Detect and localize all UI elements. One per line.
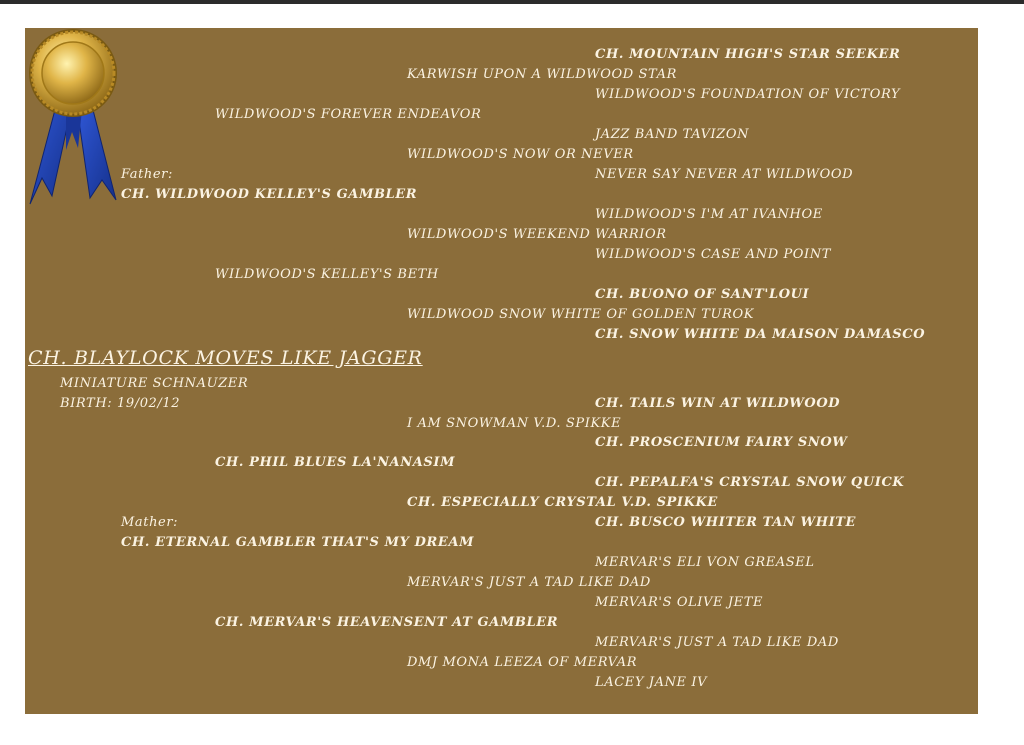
gg-sire-8: MERVAR'S JUST A TAD LIKE DAD (595, 635, 839, 650)
gg-dam-8: LACEY JANE IV (595, 675, 708, 690)
gg-dam-2: NEVER SAY NEVER AT WILDWOOD (595, 167, 854, 182)
gg-sire-2: JAZZ BAND TAVIZON (595, 127, 750, 142)
gg-dam-1: WILDWOOD'S FOUNDATION OF VICTORY (595, 87, 901, 102)
gg-sire-6: CH. PEPALFA'S CRYSTAL SNOW QUICK (595, 475, 905, 490)
father-name: CH. WILDWOOD KELLEY'S GAMBLER (121, 187, 418, 202)
father-label: Father: (121, 167, 173, 182)
grandsire-paternal: WILDWOOD'S FOREVER ENDEAVOR (215, 107, 482, 122)
top-border (0, 0, 1024, 4)
award-ribbon-icon (26, 28, 120, 206)
gg-sire-7: MERVAR'S ELI VON GREASEL (595, 555, 815, 570)
gg-dam-6: CH. BUSCO WHITER TAN WHITE (595, 515, 857, 530)
mother-label: Mather: (121, 515, 179, 530)
dog-breed: MINIATURE SCHNAUZER (60, 376, 249, 391)
g-granddam-3: CH. ESPECIALLY CRYSTAL V.D. SPIKKE (407, 495, 718, 510)
gg-sire-1: CH. MOUNTAIN HIGH'S STAR SEEKER (595, 47, 901, 62)
g-grandsire-2: WILDWOOD'S WEEKEND WARRIOR (407, 227, 667, 242)
gg-dam-3: WILDWOOD'S CASE AND POINT (595, 247, 832, 262)
g-grandsire-4: MERVAR'S JUST A TAD LIKE DAD (407, 575, 651, 590)
gg-dam-7: MERVAR'S OLIVE JETE (595, 595, 764, 610)
g-grandsire-1: KARWISH UPON A WILDWOOD STAR (407, 67, 677, 82)
dog-name-title: CH. BLAYLOCK MOVES LIKE JAGGER (28, 347, 423, 369)
g-grandsire-3: I AM SNOWMAN V.D. SPIKKE (407, 416, 622, 431)
gg-dam-4: CH. SNOW WHITE DA MAISON DAMASCO (595, 327, 926, 342)
gg-sire-3: WILDWOOD'S I'M AT IVANHOE (595, 207, 823, 222)
g-granddam-4: DMJ MONA LEEZA OF MERVAR (407, 655, 638, 670)
grandsire-maternal: CH. PHIL BLUES LA'NANASIM (215, 455, 456, 470)
gg-dam-5: CH. PROSCENIUM FAIRY SNOW (595, 435, 848, 450)
g-granddam-2: WILDWOOD SNOW WHITE OF GOLDEN TUROK (407, 307, 755, 322)
gg-sire-5: CH. TAILS WIN AT WILDWOOD (595, 396, 841, 411)
pedigree-panel (25, 28, 978, 714)
gg-sire-4: CH. BUONO OF SANT'LOUI (595, 287, 810, 302)
mother-name: CH. ETERNAL GAMBLER THAT'S MY DREAM (121, 535, 475, 550)
g-granddam-1: WILDWOOD'S NOW OR NEVER (407, 147, 634, 162)
granddam-maternal: CH. MERVAR'S HEAVENSENT AT GAMBLER (215, 615, 559, 630)
dog-birth: BIRTH: 19/02/12 (60, 396, 181, 411)
granddam-paternal: WILDWOOD'S KELLEY'S BETH (215, 267, 439, 282)
